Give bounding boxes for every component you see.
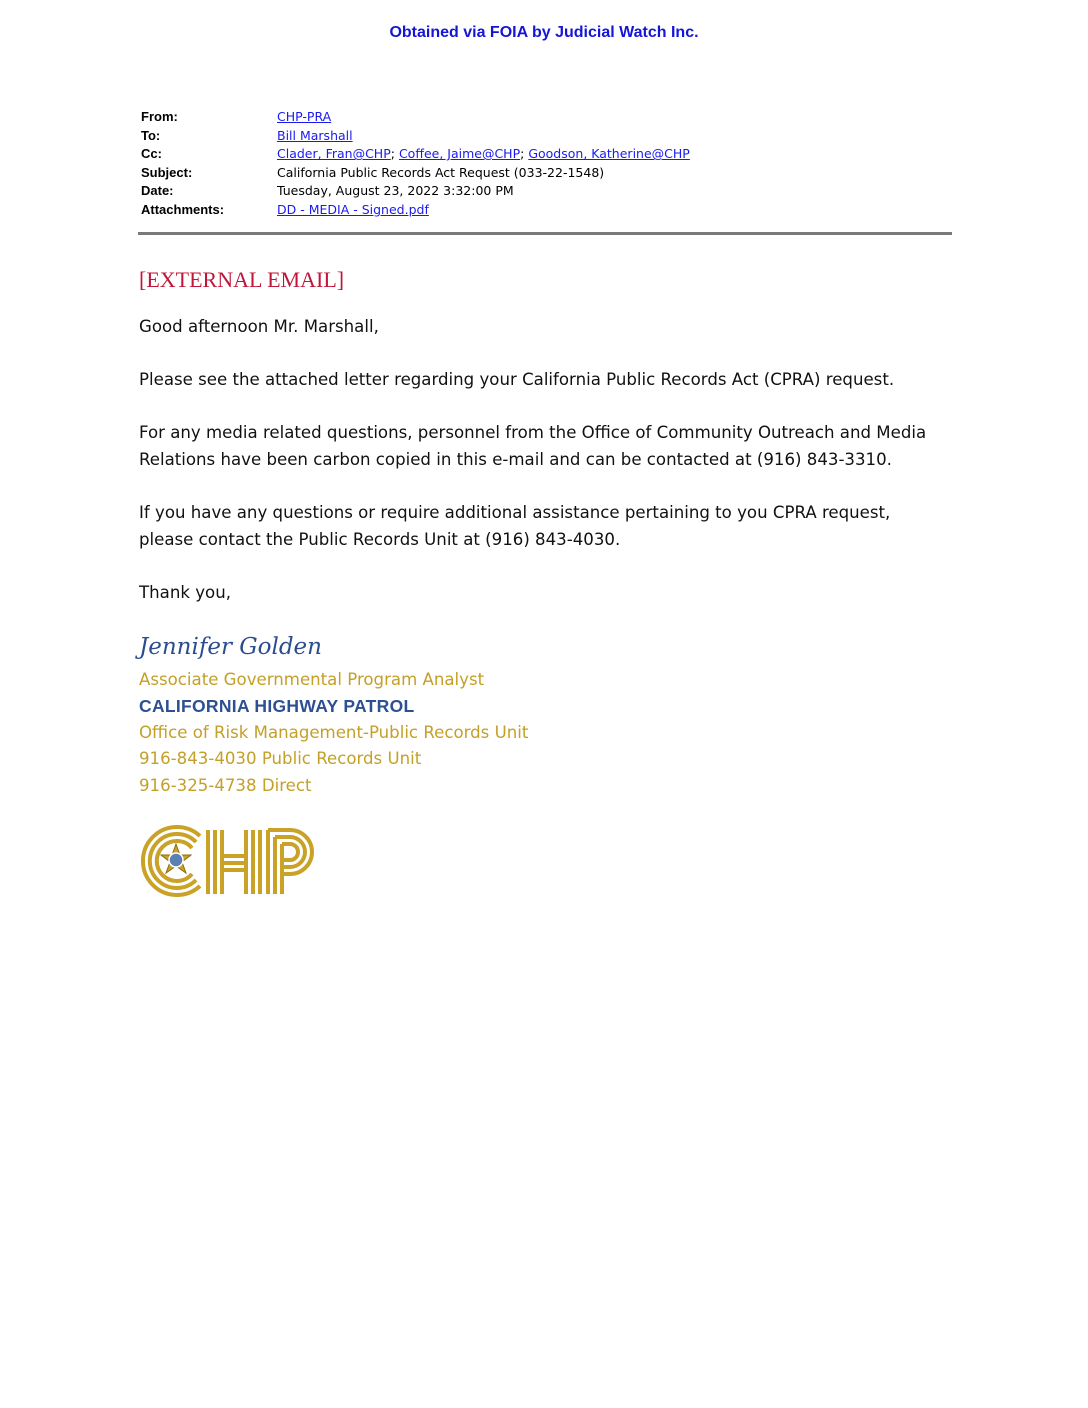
subject-label: Subject: <box>141 164 193 180</box>
greeting: Good afternoon Mr. Marshall, <box>139 317 379 336</box>
star-icon <box>161 844 191 873</box>
closing: Thank you, <box>139 583 231 602</box>
date-row <box>141 182 953 201</box>
chp-logo <box>138 822 316 905</box>
cc-label: Cc: <box>141 146 162 162</box>
cc-link-clader[interactable]: Clader, Fran@CHP <box>277 146 391 162</box>
signature-phone-direct: 916-325-4738 Direct <box>139 775 312 795</box>
signature-name: Jennifer Golden <box>139 634 322 660</box>
attachments-row <box>141 201 953 220</box>
signature-block <box>139 667 528 799</box>
body-paragraph-1: Please see the attached letter regarding your California Public Records Act (CPRA) request. <box>139 370 895 389</box>
external-email-tag: [EXTERNAL EMAIL] <box>139 267 345 292</box>
to-link[interactable]: Bill Marshall <box>277 127 353 143</box>
email-body <box>139 313 939 632</box>
cc-link-coffee[interactable]: Coffee, Jaime@CHP <box>398 146 521 162</box>
cc-separator: ; <box>390 146 395 162</box>
header-divider <box>138 232 952 235</box>
signature-phone-unit: 916-843-4030 Public Records Unit <box>139 749 422 769</box>
subject-value: California Public Records Act Request (033-22-1548) <box>277 164 605 180</box>
signature-title: Associate Governmental Program Analyst <box>139 670 485 689</box>
subject-row <box>141 164 953 183</box>
to-label: To: <box>141 127 161 143</box>
cc-separator: ; <box>520 146 525 162</box>
from-link[interactable]: CHP-PRA <box>277 109 332 124</box>
body-paragraph-3: If you have any questions or require additional assistance pertaining to you CPRA request, please contact the Public Records Unit at (916) 843-4030. <box>139 503 891 549</box>
date-label: Date: <box>141 183 174 199</box>
date-value: Tuesday, August 23, 2022 3:32:00 PM <box>277 183 514 199</box>
attachments-label: Attachments: <box>141 201 225 217</box>
cc-link-goodson[interactable]: Goodson, Katherine@CHP <box>528 146 690 162</box>
signature-org: CALIFORNIA HIGHWAY PATROL <box>139 696 415 717</box>
to-row <box>141 127 953 146</box>
from-label: From: <box>141 109 178 124</box>
body-paragraph-2: For any media related questions, personnel from the Office of Community Outreach and Media Relations have been carbon copied in this e-mail and can be contacted at (916) 843-3310. <box>139 423 927 469</box>
from-row <box>141 108 953 127</box>
email-header <box>141 108 953 220</box>
attachment-link[interactable]: DD - MEDIA - Signed.pdf <box>277 201 429 217</box>
foia-banner: Obtained via FOIA by Judicial Watch Inc. <box>389 24 699 41</box>
signature-office: Office of Risk Management-Public Records Unit <box>139 722 529 742</box>
cc-row <box>141 145 953 164</box>
